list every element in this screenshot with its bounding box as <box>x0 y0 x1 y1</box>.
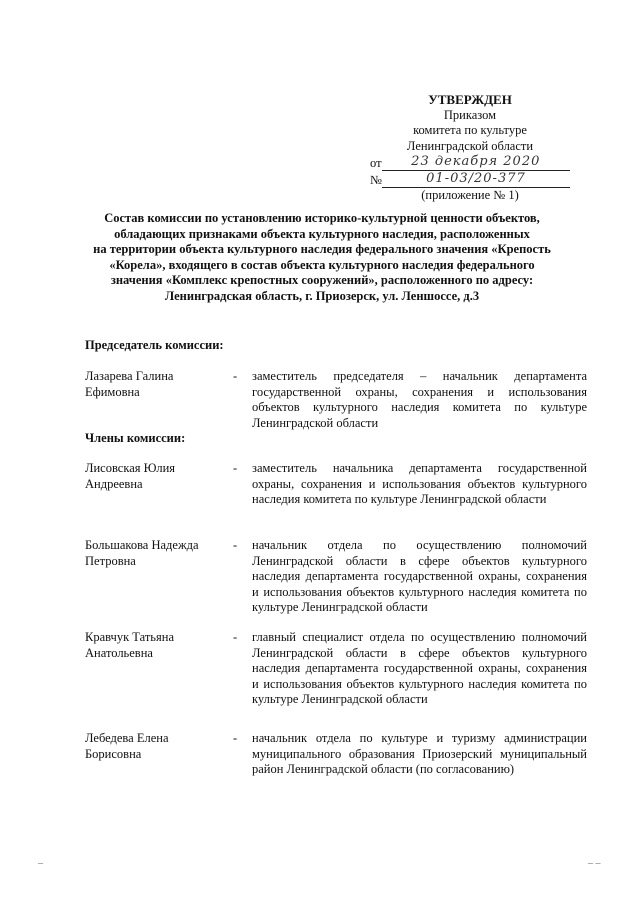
heading-line: Состав комиссии по установлению историко-культурной ценности объектов, <box>104 211 540 225</box>
member-name-line: Лазарева Галина <box>85 369 174 383</box>
member-name-line: Кравчук Татьяна <box>85 630 174 644</box>
member-dash: - <box>233 369 238 383</box>
approval-title: УТВЕРЖДЕН <box>428 92 512 107</box>
heading-line: на территории объекта культурного наследия федерального значения «Крепость <box>93 242 551 256</box>
member-name-line: Петровна <box>85 553 136 568</box>
member-name-line: Ефимовна <box>85 384 140 399</box>
chair-section-label: Председатель комиссии: <box>85 338 224 352</box>
number-prefix: № <box>370 172 382 187</box>
member-name-line: Борисовна <box>85 746 142 761</box>
member-name <box>85 538 225 569</box>
member-name <box>85 630 225 661</box>
approval-appendix: (приложение № 1) <box>421 188 519 202</box>
member-name <box>85 461 225 492</box>
handwritten-number: 01-03/20-377 <box>382 171 570 188</box>
member-role: заместитель председателя – начальник департамента государственной охраны, сохранения и использования объектов культурного наследия комитета по культуре Ленинградской области <box>252 369 587 430</box>
approval-block <box>370 92 570 204</box>
member-name-line: Большакова Надежда <box>85 538 199 552</box>
member-role: заместитель начальника департамента государственной охраны, сохранения и использования объектов культурного наследия комитета по культуре Ленинградской области <box>252 461 587 506</box>
approval-date-line <box>370 154 570 171</box>
member-name-line: Андреевна <box>85 476 143 491</box>
approval-committee: комитета по культуре <box>413 123 527 137</box>
heading-line: «Корела», входящего в состав объекта культурного наследия федерального <box>109 257 535 272</box>
heading-line: Ленинградская область, г. Приозерск, ул. Леншоссе, д.3 <box>164 288 480 303</box>
member-dash: - <box>233 630 238 644</box>
member-name-line: Лебедева Елена <box>85 731 169 745</box>
member-dash: - <box>233 731 238 745</box>
approval-order-label: Приказом <box>443 107 497 122</box>
heading-line: значения «Комплекс крепостных сооружений», расположенного по адресу: <box>110 273 534 287</box>
page-edge-mark-left: – <box>38 858 43 869</box>
member-name-line: Лисовская Юлия <box>85 461 176 475</box>
member-name <box>85 731 225 762</box>
member-role: начальник отдела по культуре и туризму администрации муниципального образования Приозерский муниципальный район Ленинградской области (по согласованию) <box>252 731 587 776</box>
page-edge-mark-right: – – <box>588 858 601 869</box>
member-name <box>85 369 225 400</box>
date-prefix: от <box>370 155 382 170</box>
approval-number-line <box>370 171 570 188</box>
heading-line: обладающих признаками объекта культурного наследия, расположенных <box>114 226 530 241</box>
handwritten-date: 23 декабря 2020 <box>382 154 570 171</box>
member-dash: - <box>233 538 238 552</box>
member-role: главный специалист отдела по осуществлению полномочий Ленинградской области в сфере объектов культурного наследия департамента государственной охраны, сохранения и использования объектов культурного наследия комитета по культуре Ленинградской области <box>252 630 587 706</box>
approval-region: Ленинградской области <box>406 138 534 153</box>
document-heading <box>82 211 562 304</box>
member-dash: - <box>233 461 238 475</box>
members-section-label: Члены комиссии: <box>85 431 186 445</box>
member-name-line: Анатольевна <box>85 645 153 660</box>
member-role: начальник отдела по осуществлению полномочий Ленинградской области в сфере объектов культурного наследия департамента государственной охраны, сохранения и использования объектов культурного наследия комитета по культуре Ленинградской области <box>252 538 587 614</box>
